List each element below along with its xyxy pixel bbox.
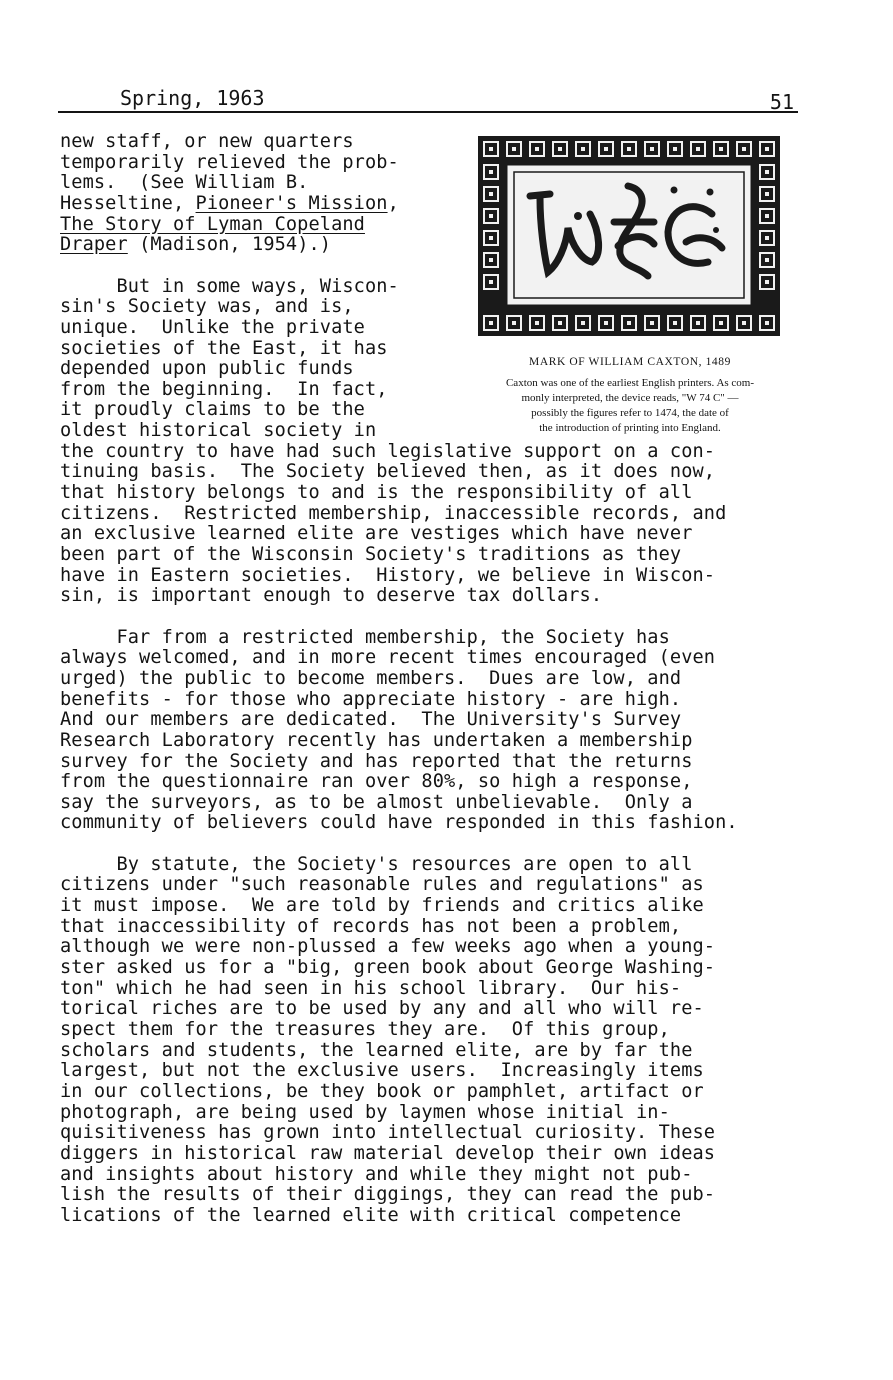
text-run: an exclusive learned elite are vestiges which have never (60, 523, 693, 545)
text-run: from the beginning. In fact, (60, 378, 388, 400)
text-line (60, 793, 693, 813)
text-run: spect them for the treasures they are. Of this group, (60, 1018, 670, 1040)
text-line (60, 173, 308, 193)
text-line (60, 442, 715, 462)
figure-caption-line: the introduction of printing into England. (539, 422, 721, 434)
text-line (60, 1185, 715, 1205)
text-run: although we were non-plussed a few weeks ago when a young- (60, 936, 716, 958)
text-run: sin, is important enough to deserve tax dollars. (60, 585, 603, 607)
underlined-title: The Story of Lyman Copeland (60, 213, 365, 235)
text-run: new staff, or new quarters (60, 131, 354, 152)
text-run: the country to have had such legislative support on a con- (60, 440, 716, 462)
text-line (60, 772, 693, 792)
figure-caption-title: MARK OF WILLIAM CAXTON, 1489 (529, 356, 731, 368)
text-line (60, 545, 681, 565)
underlined-title: Draper (60, 234, 128, 256)
text-run: scholars and students, the learned elite, are by far the (60, 1039, 693, 1061)
text-line (60, 421, 376, 441)
text-line (60, 669, 681, 689)
text-run: in our collections, be they book or pamphlet, artifact or (60, 1080, 704, 1102)
text-line (60, 277, 399, 297)
text-line (60, 400, 365, 420)
text-run: it must impose. We are told by friends and critics alike (60, 895, 704, 916)
text-line (60, 999, 704, 1019)
text-run: from the questionnaire ran over 80%, so high a response, (60, 771, 693, 793)
text-line (60, 524, 693, 544)
text-line (60, 215, 365, 235)
text-run: that inaccessibility of records has not been a problem, (60, 915, 682, 937)
text-line (60, 917, 681, 937)
caxton-mark-figure (478, 136, 780, 336)
text-run: say the surveyors, as to be almost unbelievable. Only a (60, 791, 693, 813)
text-line (60, 958, 715, 978)
text-run: unique. Unlike the private (60, 316, 365, 338)
text-run: been part of the Wisconsin Society's traditions as they (60, 544, 682, 565)
text-line (60, 937, 715, 957)
text-line (60, 1061, 704, 1081)
text-run: diggers in historical raw material develop their own ideas (60, 1142, 716, 1164)
page-number: 51 (769, 90, 794, 114)
header-rule (58, 111, 798, 113)
text-run: Research Laboratory recently has undertaken a membership (60, 729, 693, 751)
text-run: , (387, 192, 399, 214)
text-run: temporarily relieved the prob- (60, 151, 399, 173)
text-line (60, 132, 354, 152)
text-run: community of believers could have responded in this fashion. (60, 812, 738, 834)
text-line (60, 462, 715, 482)
figure-caption-line: Caxton was one of the earliest English printers. As com- (505, 377, 755, 389)
text-line (60, 297, 354, 317)
text-line (60, 380, 388, 400)
text-line (60, 194, 399, 214)
text-run: urged) the public to become members. Dues are low, and (60, 667, 682, 689)
text-line (60, 235, 331, 255)
text-run: benefits - for those who appreciate history - are high. (60, 688, 682, 710)
text-line (60, 710, 681, 730)
text-line (60, 1041, 693, 1061)
text-run: (Madison, 1954).) (127, 234, 332, 256)
text-run: oldest historical society in (60, 420, 377, 442)
text-line (60, 648, 715, 668)
figure-caption-line: monly interpreted, the device reads, "W 74 C" — (521, 392, 739, 404)
figure-caption-line: possibly the figures refer to 1474, the date of (531, 407, 729, 419)
text-line (60, 318, 365, 338)
running-header (58, 86, 798, 114)
text-line (60, 752, 693, 772)
text-line (60, 855, 693, 875)
text-line (60, 566, 715, 586)
text-line (60, 359, 354, 379)
text-line (60, 1103, 670, 1123)
text-run: that history belongs to and is the responsibility of all (60, 482, 693, 503)
text-run: ton" which he had seen in his school library. Our his- (60, 977, 682, 999)
text-line (60, 875, 704, 895)
text-line (60, 813, 738, 833)
text-line (60, 690, 681, 710)
underlined-title: Pioneer's Mission (195, 192, 388, 214)
text-run: citizens under "such reasonable rules and regulations" as (60, 874, 704, 896)
text-run: ster asked us for a "big, green book about George Washing- (60, 957, 716, 978)
text-run: Hesseltine, (60, 192, 196, 214)
text-line (60, 339, 388, 359)
text-run: tinuing basis. The Society believed then, as it does now, (60, 461, 716, 483)
text-line (60, 896, 704, 916)
text-run: survey for the Society and has reported that the returns (60, 750, 693, 772)
text-line (60, 483, 693, 503)
text-run: and insights about history and while they might not pub- (60, 1163, 693, 1185)
text-run: citizens. Restricted membership, inaccessible records, and (60, 502, 727, 524)
text-line (60, 1206, 681, 1226)
text-run: sin's Society was, and is, (60, 296, 354, 318)
text-line (60, 1165, 693, 1185)
text-line (60, 1082, 704, 1102)
text-run: it proudly claims to be the (60, 399, 365, 421)
text-run: And our members are dedicated. The University's Survey (60, 709, 682, 731)
figure-caption (450, 376, 810, 436)
text-line (60, 628, 670, 648)
text-run: lems. (See William B. (60, 172, 309, 194)
text-run: largest, but not the exclusive users. Increasingly items (60, 1060, 704, 1082)
text-line (60, 1020, 670, 1040)
text-run: photograph, are being used by laymen whose initial in- (60, 1101, 670, 1123)
text-line (60, 731, 693, 751)
text-run: societies of the East, it has (60, 337, 388, 359)
text-line (60, 586, 602, 606)
text-line (60, 153, 399, 173)
text-run: always welcomed, and in more recent times encouraged (even (60, 647, 716, 669)
text-run: depended upon public funds (60, 358, 354, 380)
text-run: quisitiveness has grown into intellectual curiosity. These (60, 1122, 716, 1144)
text-run: have in Eastern societies. History, we believe in Wiscon- (60, 564, 716, 586)
text-run: torical riches are to be used by any and all who will re- (60, 998, 704, 1020)
text-run: lications of the learned elite with critical competence (60, 1204, 682, 1226)
text-line (60, 504, 726, 524)
text-line (60, 1144, 715, 1164)
text-run: By statute, the Society's resources are open to all (60, 853, 693, 875)
text-line (60, 1123, 715, 1143)
text-run: lish the results of their diggings, they can read the pub- (60, 1184, 716, 1206)
text-line (60, 979, 681, 999)
running-title: Spring, 1963 (120, 86, 265, 110)
text-run: Far from a restricted membership, the Society has (60, 626, 670, 648)
text-run: But in some ways, Wiscon- (60, 275, 399, 297)
